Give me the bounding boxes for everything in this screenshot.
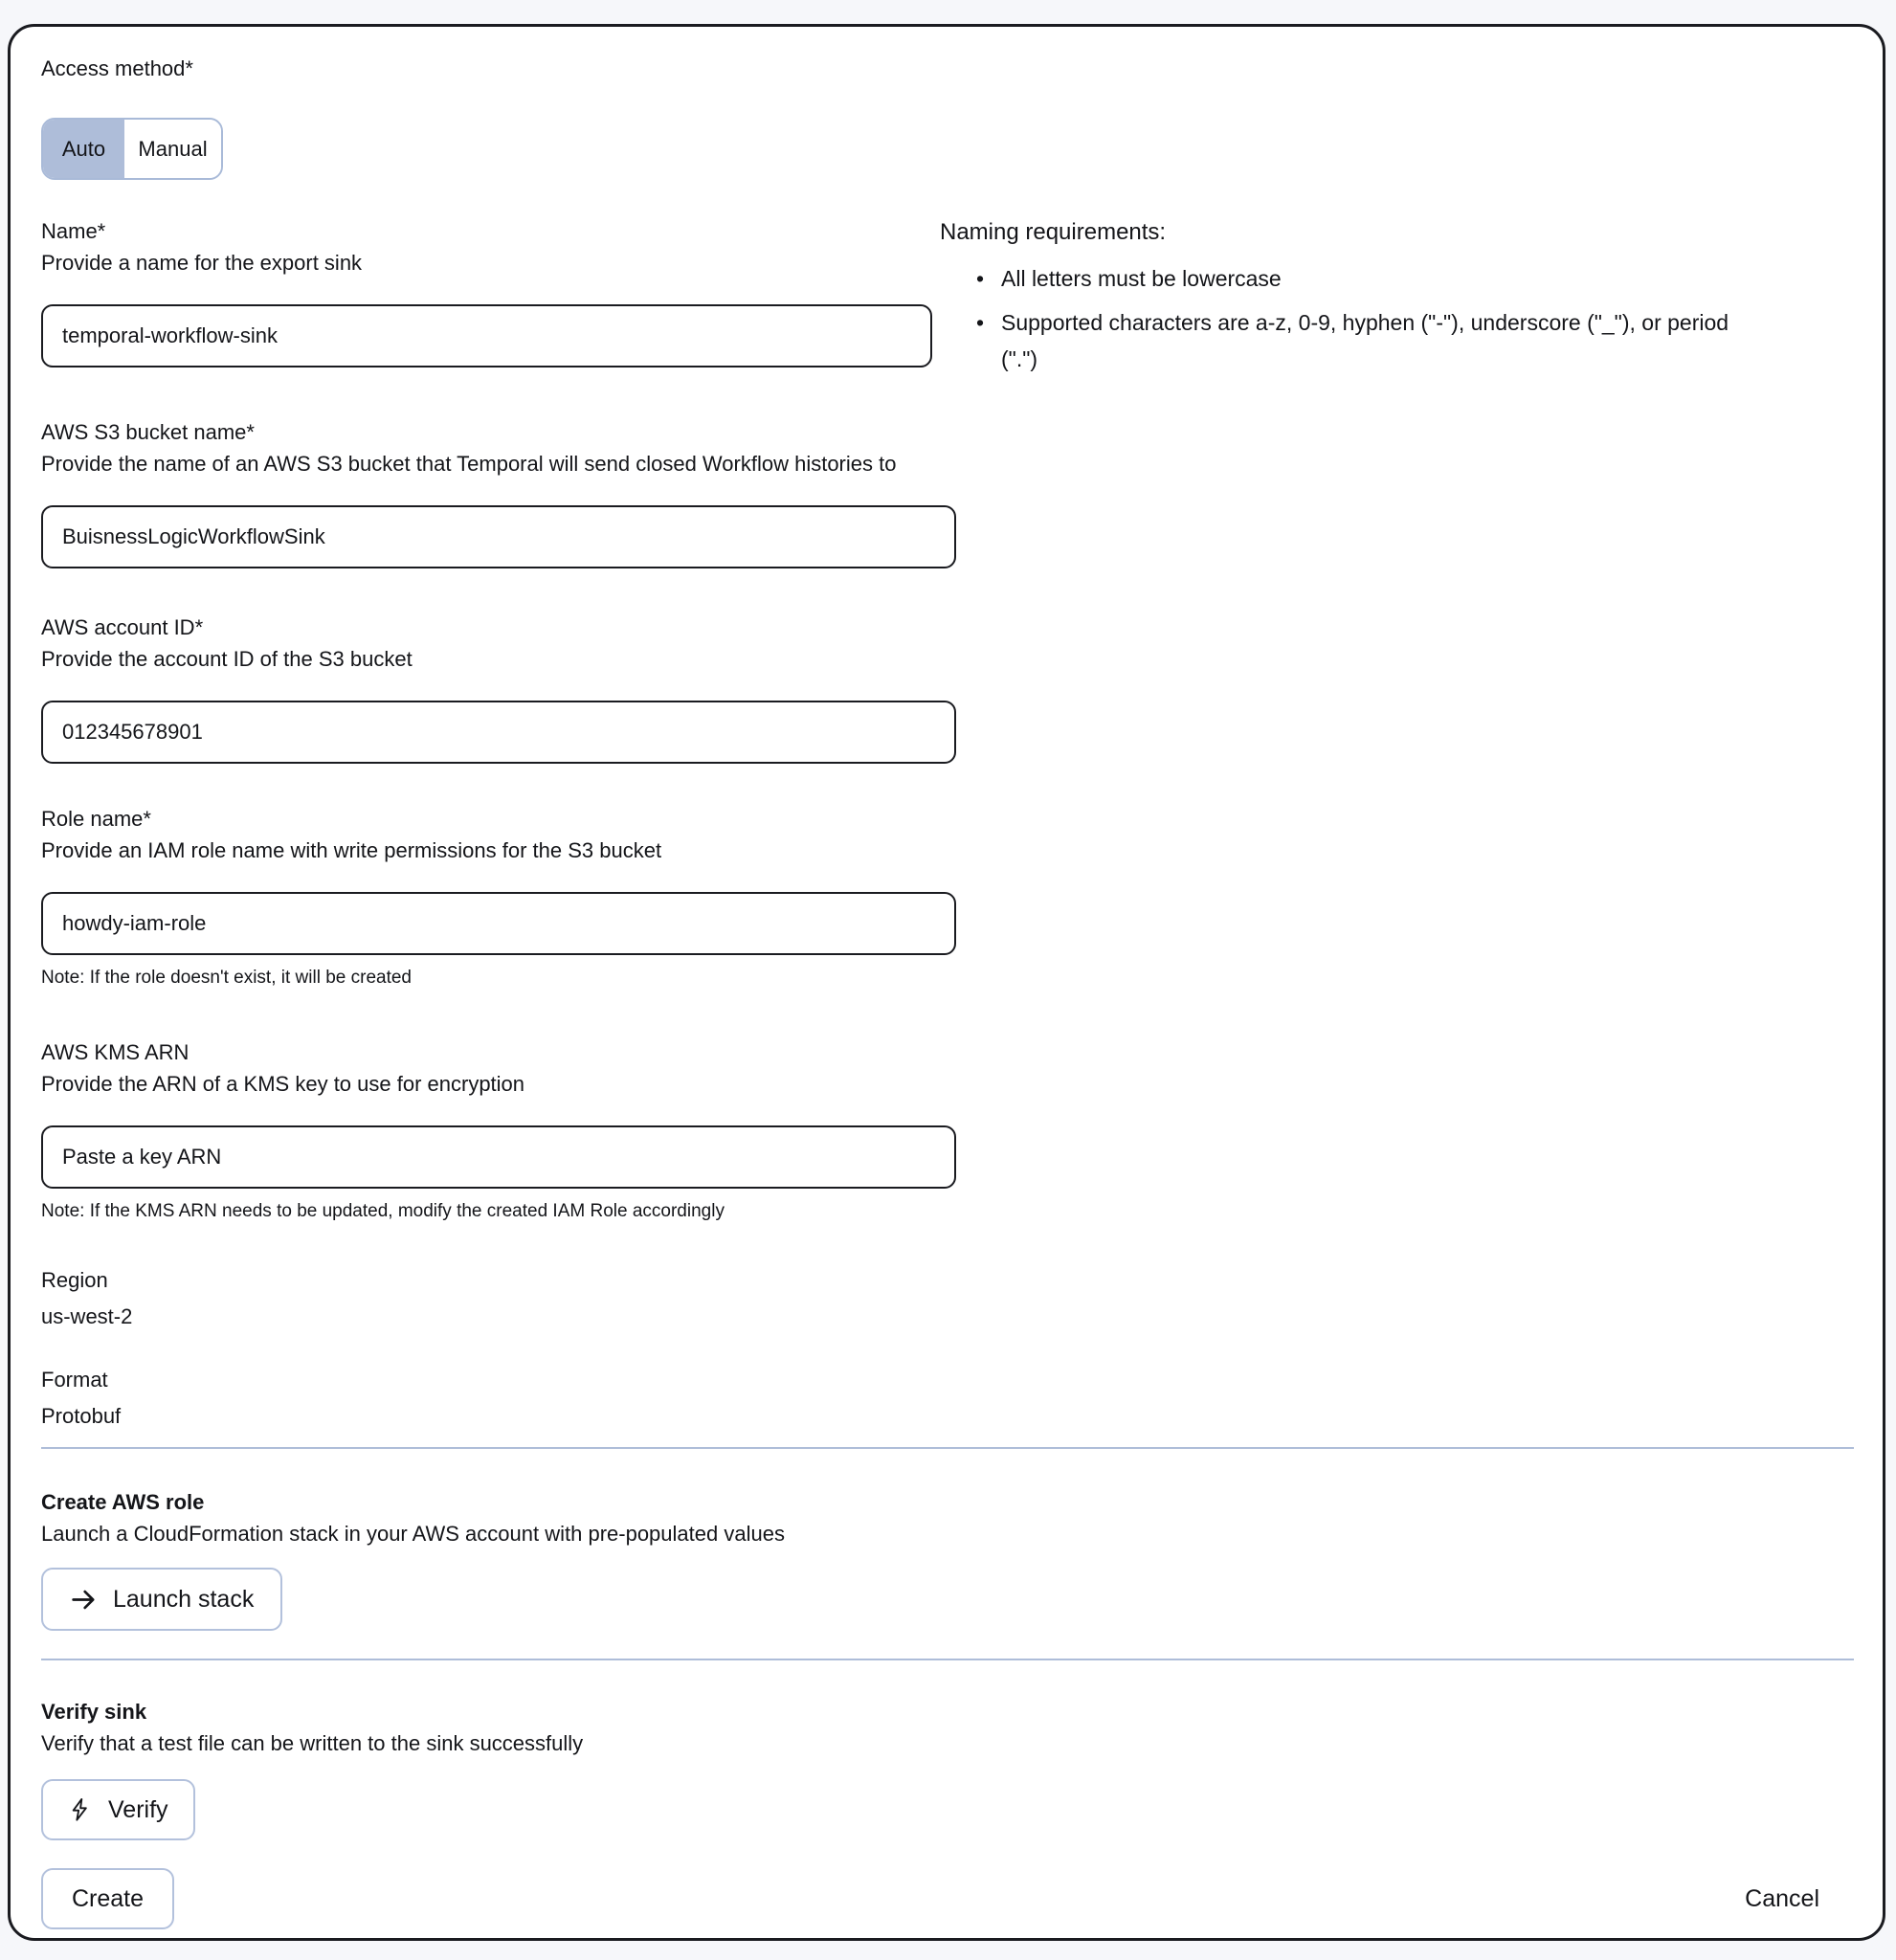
verify-label: Verify <box>108 1795 168 1823</box>
name-label: Name* <box>41 219 106 243</box>
region-label: Region <box>41 1268 108 1292</box>
kms-arn-description: Provide the ARN of a KMS key to use for encryption <box>41 1072 525 1096</box>
verify-button[interactable] <box>41 1779 195 1840</box>
role-name-note: Note: If the role doesn't exist, it will be created <box>41 968 412 988</box>
name-description: Provide a name for the export sink <box>41 251 363 275</box>
kms-arn-input[interactable] <box>41 1125 956 1189</box>
name-field <box>41 218 932 377</box>
naming-requirements-title: Naming requirements: <box>940 219 1167 245</box>
arrow-right-icon <box>70 1586 98 1614</box>
access-method-label: Access method* <box>41 56 193 80</box>
verify-sink-title: Verify sink <box>41 1700 147 1724</box>
verify-sink-description: Verify that a test file can be written to the sink successfully <box>41 1731 584 1755</box>
format-readonly <box>41 1367 1854 1430</box>
section-divider <box>41 1659 1854 1660</box>
cancel-button[interactable]: Cancel <box>1739 1884 1825 1914</box>
launch-stack-button[interactable] <box>41 1568 282 1631</box>
naming-requirements <box>940 218 1813 377</box>
role-name-input[interactable] <box>41 892 956 955</box>
section-divider <box>41 1447 1854 1449</box>
bucket-description: Provide the name of an AWS S3 bucket that Temporal will send closed Workflow histories to <box>41 452 897 476</box>
region-value: us-west-2 <box>41 1304 133 1328</box>
role-name-label: Role name* <box>41 807 151 831</box>
name-and-requirements-row <box>41 218 1854 377</box>
verify-sink-section <box>41 1699 1854 1840</box>
lightning-bolt-icon <box>68 1797 93 1822</box>
role-name-field <box>41 806 1854 990</box>
export-sink-form-card <box>8 24 1885 1941</box>
kms-arn-field <box>41 1039 1854 1223</box>
format-label: Format <box>41 1368 108 1392</box>
bucket-label: AWS S3 bucket name* <box>41 420 255 444</box>
bucket-input[interactable] <box>41 505 956 568</box>
format-value: Protobuf <box>41 1404 122 1428</box>
create-aws-role-section <box>41 1489 1854 1631</box>
account-id-description: Provide the account ID of the S3 bucket <box>41 647 413 671</box>
role-name-description: Provide an IAM role name with write permissions for the S3 bucket <box>41 838 662 862</box>
account-id-input[interactable] <box>41 701 956 764</box>
account-id-field <box>41 614 1854 764</box>
account-id-label: AWS account ID* <box>41 615 204 639</box>
access-method-toggle <box>41 118 223 180</box>
naming-requirement-item: • All letters must be lowercase <box>976 260 1767 297</box>
access-method-option-manual[interactable]: Manual <box>124 120 221 178</box>
region-readonly <box>41 1267 1854 1330</box>
kms-arn-note: Note: If the KMS ARN needs to be updated, modify the created IAM Role accordingly <box>41 1201 725 1221</box>
kms-arn-label: AWS KMS ARN <box>41 1040 190 1064</box>
naming-requirement-item: • Supported characters are a-z, 0-9, hyphen ("-"), underscore ("_"), or period (".") <box>976 304 1767 377</box>
access-method-option-auto[interactable]: Auto <box>43 120 124 178</box>
create-aws-role-title: Create AWS role <box>41 1490 205 1514</box>
bucket-field <box>41 419 1854 568</box>
launch-stack-label: Launch stack <box>113 1585 255 1613</box>
form-actions <box>41 1868 1854 1929</box>
create-button[interactable]: Create <box>41 1868 174 1929</box>
name-input[interactable] <box>41 304 932 368</box>
naming-requirements-list <box>940 260 1813 377</box>
create-aws-role-description: Launch a CloudFormation stack in your AWS account with pre-populated values <box>41 1522 785 1546</box>
